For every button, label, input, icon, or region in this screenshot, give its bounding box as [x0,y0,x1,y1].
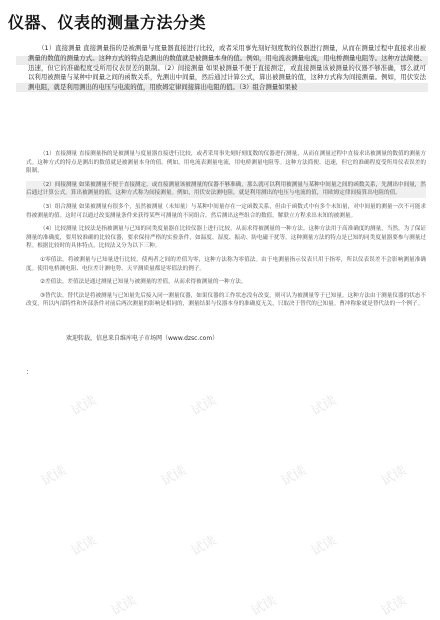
watermark: 试读 [68,533,100,560]
watermark: 试读 [68,393,100,420]
watermark: 试读 [378,463,410,490]
colon-mark: ： [26,368,33,376]
page-title: 仪器、仪表的测量方法分类 [8,13,207,32]
watermark: 试读 [108,593,140,620]
watermark: 试读 [308,533,340,560]
paragraph-combined: （3）组合测量 如果被测量有很多个，虽然被测量（未知量）与某种中间量存在一定函数关系，但由于函数式中有多个未知量，对中间量的测量一次不可能求得被测量的值。这时可以通过改变测量条件来获得某些可测量的不同组合，然后测出这些组合的数值，解联立方程求出未知的被测量。 [26,203,426,219]
paragraph-zero-method: ①零值法。将被测量与已知量进行比较，使两者之间的差值为零，这种方法称为零值法。由于电测量指示仪表只用于指零，所以仪表误差不会影响测量准确度。使用电桥测电阻、电位差计测电势、天平测质量都是零值法的例子。 [26,256,426,272]
watermark: 试读 [278,463,310,490]
watermark: 试读 [248,593,280,620]
paragraph-difference-method: ②差值法。差值法是通过测量已知量与被测量的差值，从而求得被测量的一种方法。 [40,279,247,286]
footer-note: 欢迎转载，信息来自维库电子市场网（www.dzsc.com） [66,335,219,342]
watermark: 试读 [38,463,70,490]
body-section [26,150,426,314]
paragraph-indirect: （2）间接测量 如果被测量不便于直接测定，或直接测量该被测量的仪器不够准确，那么就可以利用被测量与某种中间量之间的函数关系，先测出中间量，然后通过计算公式，算出被测量的值，这种方式称为间接测量。例如，用伏安法测电阻，就是利用测出的电压与电流的值，用欧姆定律间接算出电阻的值。 [26,181,426,197]
watermark: 试读 [188,533,220,560]
paragraph-direct: （1）直接测量 直接测量指的是被测量与度量器直接进行比较，或者采用事先刻好刻度数的仪器进行测量，从而在测量过程中直接求出被测量的数值的测量方式。这种方式的特点是测出的数值就是被测量本身的值。例如，用电流表测量电流，用电桥测量电阻等。这种方法简便、迅速，但它的准确程度受所用仪表误差的限制。 [26,151,426,175]
first-block [28,44,426,93]
watermark: 试读 [378,593,410,620]
watermark: 试读 [188,393,220,420]
watermark: 试读 [308,393,340,420]
first-block-text: （1）直接测量 直接测量指的是被测量与度量器直接进行比较，或者采用事先刻好刻度数的仪器进行测量，从而在测量过程中直接求出被测量的数值的测量方式。这种方式的特点是测出的数值就是被测量本身的值。例如，用电流表测量电流，用电桥测量电阻等。这种方法简便、迅速，但它的准确程度受所用仪表误差的限制。（2）间接测量 如果被测量不便于直接测定，或直接测量该被测量的仪器不够准确，那么就可以利用被测量与某种中间量之间的函数关系，先测出中间量，然后通过计算公式，算出被测量的值，这种方式称为间接测量。例如，用伏安法测电阻，就是利用测出的电压与电流的值，用欧姆定律间接算出电阻的值。（3）组合测量如果被 [28,44,426,92]
paragraph-comparison: （4）比较测量 比较法是指被测量与已知的同类度量器在比较仪器上进行比较，从而求得被测量的一种方法。这种方法用于高准确度的测量，当然，为了保证测量的准确度，要用较准确的比较仪器，要求保持严格的实验条件，如温度、湿度、振动、防电磁干扰等，这种测量方法的特点是已知的同类度量器要参与测量过程。根据比较时的具体特点，比较法又分为以下三种。 [26,226,426,250]
paragraph-substitution-method: ③替代法。替代法是将被测量与已知量先后接入同一测量仪器，如果仪器的工作状态没有改变，则可认为被测量等于已知量。这种方法由于测量仪器的状态不改变，所以内部特性和外部条件对前后两次测量的影响是相同的，测量结果与仪器本身的准确度无关，只取决于替代的已知量。曹冲称象就是替代法的一个例子。 [26,292,426,308]
watermark: 试读 [158,463,190,490]
